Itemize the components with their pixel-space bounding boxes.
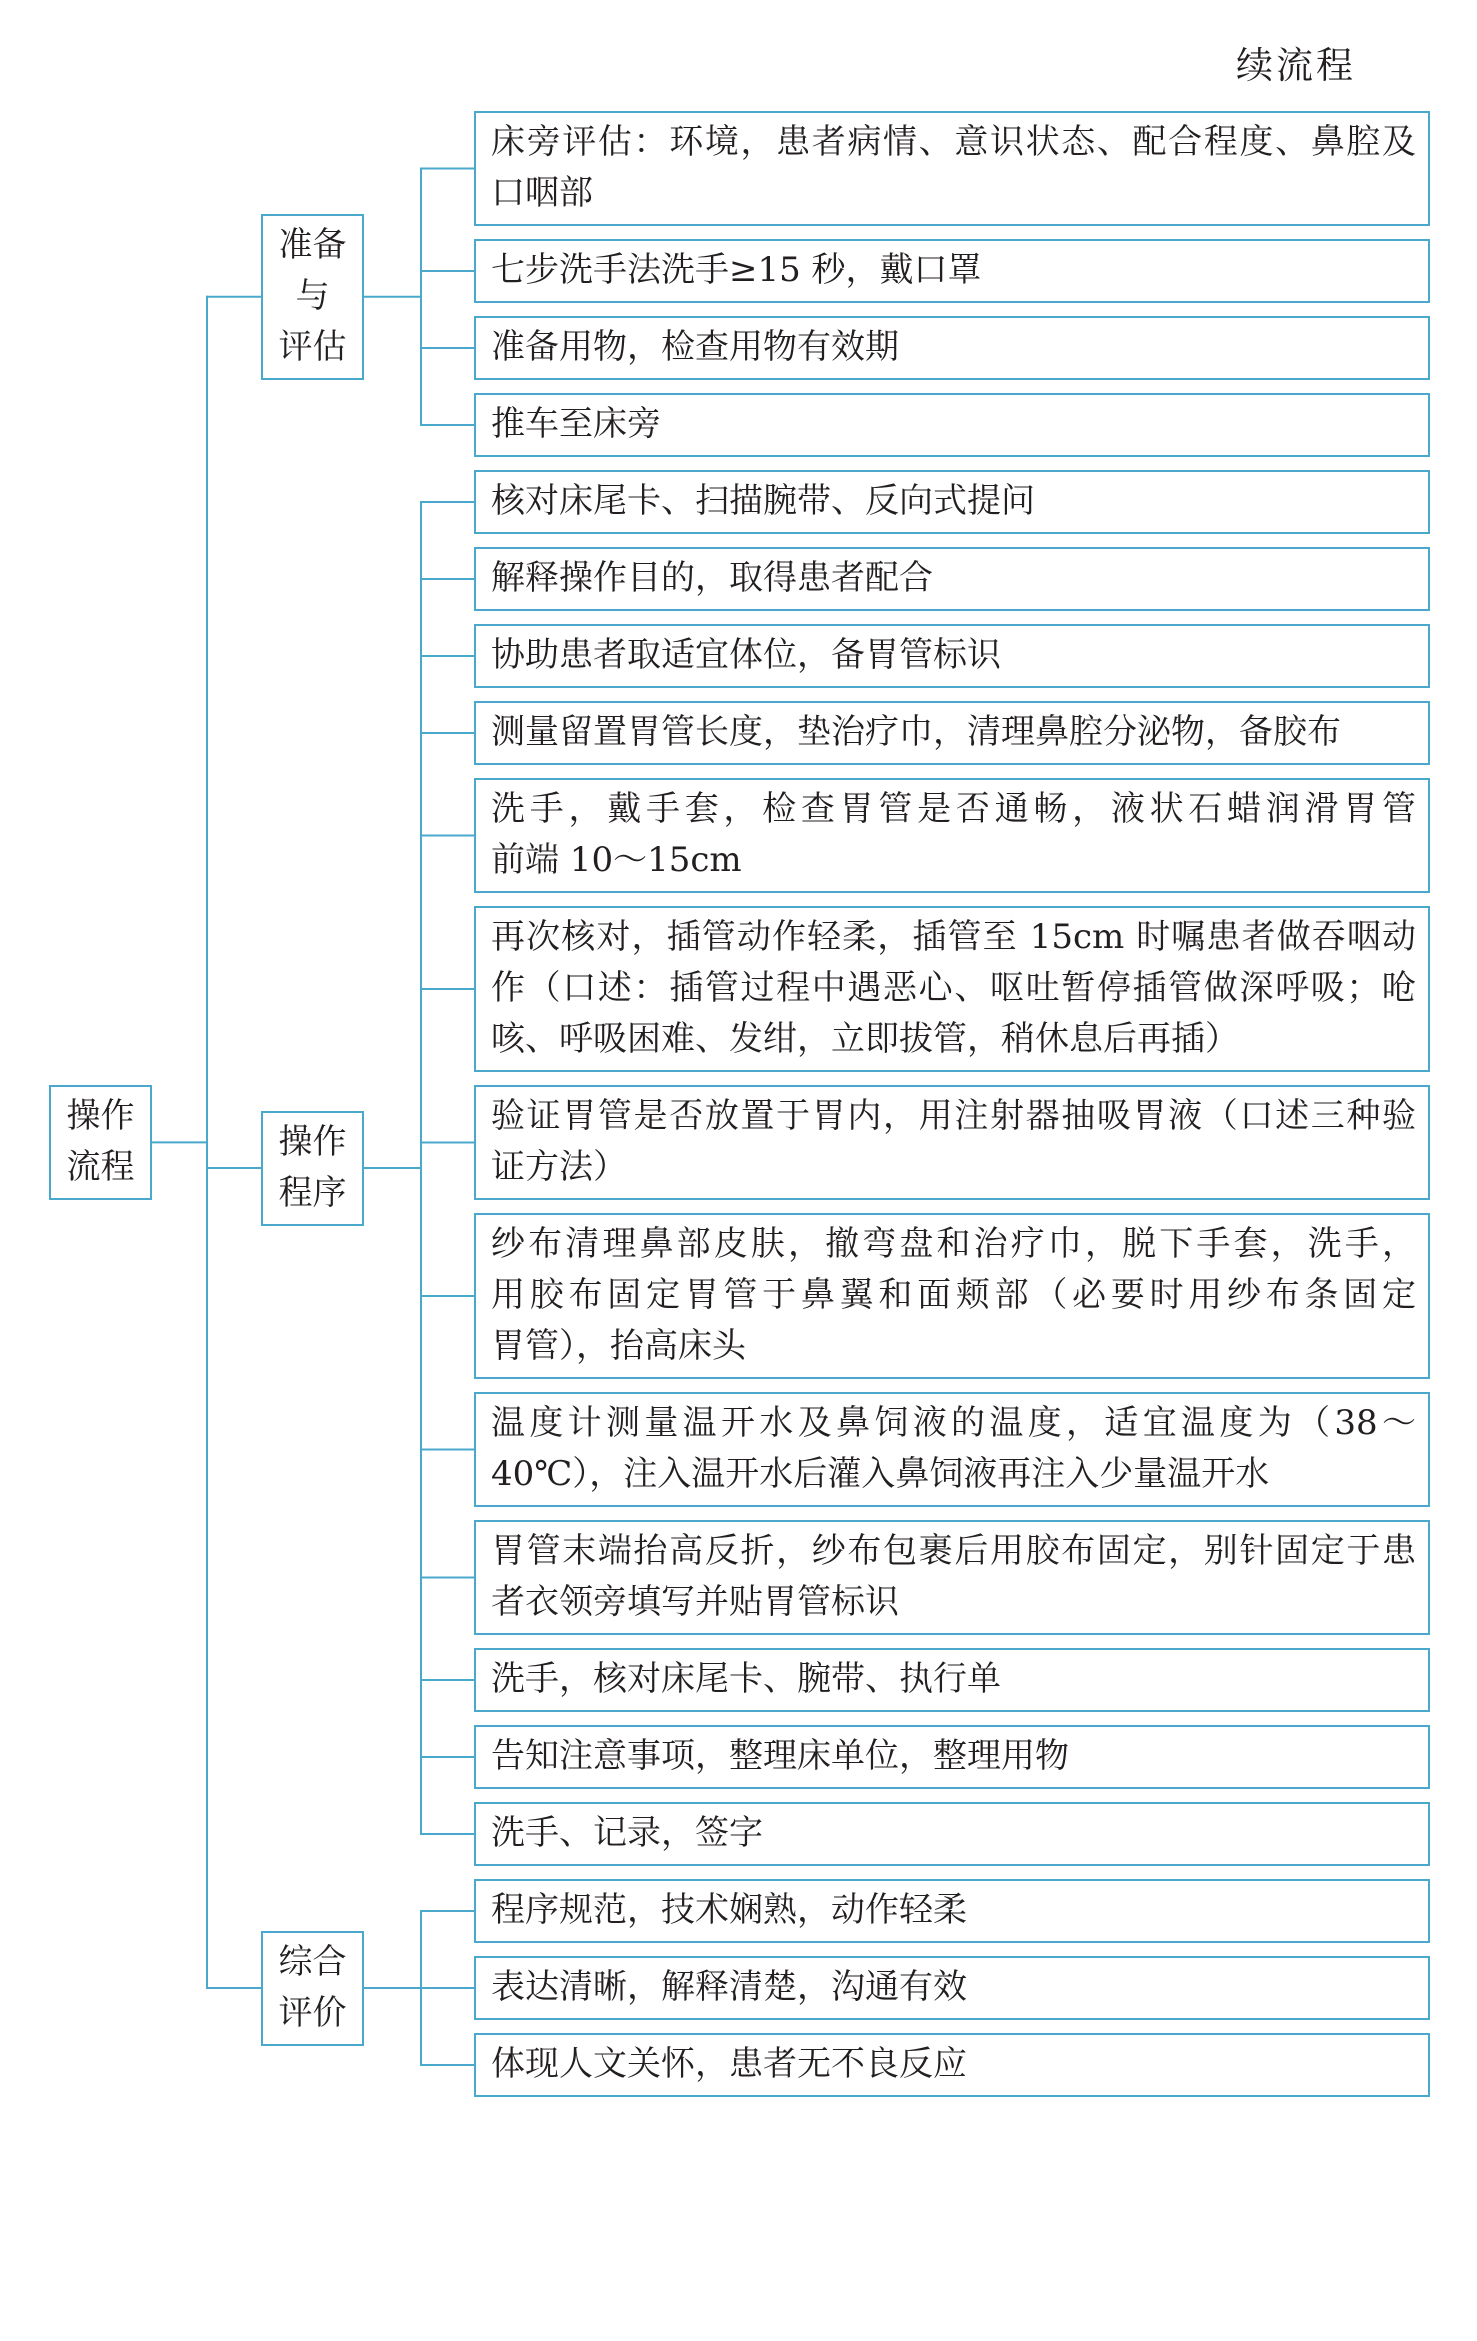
leaf-insert-tube — [474, 906, 1430, 1072]
leaf-text-line: 洗手，戴手套，检查胃管是否通畅，液状石蜡润滑胃管 — [491, 789, 1416, 829]
leaf-text-line: 者衣领旁填写并贴胃管标识 — [491, 1582, 899, 1622]
leaf-position-patient — [474, 624, 1430, 688]
leaf-wash-record-sign — [474, 1802, 1430, 1866]
leaf-text-line: 纱布清理鼻部皮肤，撤弯盘和治疗巾，脱下手套，洗手， — [491, 1224, 1416, 1264]
leaf-inform-precautions — [474, 1725, 1430, 1789]
leaf-prepare-supplies — [474, 316, 1430, 380]
leaf-text-line: 核对床尾卡、扫描腕带、反向式提问 — [491, 481, 1035, 521]
continued-flow-title: 续流程 — [1236, 44, 1356, 87]
leaf-text-line: 准备用物，检查用物有效期 — [491, 327, 899, 367]
leaf-humanistic-care — [474, 2033, 1430, 2097]
leaf-hand-washing-mask — [474, 239, 1430, 303]
group-node-preparation-assessment — [261, 214, 364, 380]
leaf-text-line: 再次核对，插管动作轻柔，插管至 15cm 时嘱患者做吞咽动 — [491, 917, 1416, 957]
leaf-text-line: 温度计测量温开水及鼻饲液的温度，适宜温度为（38～ — [491, 1403, 1416, 1443]
leaf-text-line: 口咽部 — [491, 173, 593, 213]
leaf-text-line: 证方法） — [491, 1147, 627, 1187]
leaf-text-line: 体现人文关怀，患者无不良反应 — [491, 2044, 967, 2084]
leaf-text-line: 协助患者取适宜体位，备胃管标识 — [491, 635, 1001, 675]
leaf-verify-tube-placement — [474, 1085, 1430, 1200]
leaf-text-line: 洗手，核对床尾卡、腕带、执行单 — [491, 1659, 1001, 1699]
leaf-text-line: 床旁评估：环境，患者病情、意识状态、配合程度、鼻腔及 — [491, 122, 1416, 162]
leaf-explain-purpose — [474, 547, 1430, 611]
leaf-text-line: 40℃），注入温开水后灌入鼻饲液再注入少量温开水 — [491, 1454, 1270, 1494]
root-node-text-line: 流程 — [66, 1146, 135, 1187]
group-node-text-line: 准备 — [278, 224, 347, 265]
group-node-text-line: 评估 — [278, 326, 347, 367]
leaf-push-cart — [474, 393, 1430, 457]
leaf-clear-communication — [474, 1956, 1430, 2020]
group-node-text-line: 操作 — [278, 1121, 347, 1162]
leaf-measure-tube-length — [474, 701, 1430, 765]
leaf-secure-tube — [474, 1213, 1430, 1379]
leaf-text-line: 推车至床旁 — [491, 404, 661, 444]
group-node-overall-evaluation — [261, 1931, 364, 2046]
group-node-text-line: 综合 — [278, 1941, 347, 1982]
leaf-text-line: 作（口述：插管过程中遇恶心、呕吐暂停插管做深呼吸；呛 — [491, 968, 1416, 1008]
leaf-text-line: 用胶布固定胃管于鼻翼和面颊部（必要时用纱布条固定 — [491, 1275, 1416, 1315]
leaf-text-line: 七步洗手法洗手≥15 秒，戴口罩 — [491, 250, 982, 290]
leaf-feeding-temperature — [474, 1392, 1430, 1507]
leaf-text-line: 解释操作目的，取得患者配合 — [491, 558, 933, 598]
group-node-text-line: 与 — [295, 275, 330, 316]
leaf-text-line: 胃管末端抬高反折，纱布包裹后用胶布固定，别针固定于患 — [491, 1531, 1416, 1571]
leaf-fold-tube-end — [474, 1520, 1430, 1635]
root-node-operation-flow — [49, 1085, 152, 1200]
leaf-gloves-lubricate-tube — [474, 778, 1430, 893]
leaf-text-line: 咳、呼吸困难、发绀，立即拔管，稍休息后再插） — [491, 1019, 1239, 1059]
leaf-bedside-assessment — [474, 111, 1430, 226]
leaf-verify-identity — [474, 470, 1430, 534]
leaf-text-line: 表达清晰，解释清楚，沟通有效 — [491, 1967, 967, 2007]
leaf-column — [474, 111, 1430, 2097]
leaf-text-line: 洗手、记录，签字 — [491, 1813, 763, 1853]
group-node-operation-procedure — [261, 1111, 364, 1226]
leaf-text-line: 前端 10～15cm — [491, 840, 742, 880]
leaf-text-line: 测量留置胃管长度，垫治疗巾，清理鼻腔分泌物，备胶布 — [491, 712, 1341, 752]
group-node-text-line: 程序 — [278, 1172, 347, 1213]
leaf-text-line: 程序规范，技术娴熟，动作轻柔 — [491, 1890, 967, 1930]
leaf-standard-procedure — [474, 1879, 1430, 1943]
group-node-text-line: 评价 — [278, 1992, 347, 2033]
leaf-wash-hands-recheck — [474, 1648, 1430, 1712]
leaf-text-line: 告知注意事项，整理床单位，整理用物 — [491, 1736, 1069, 1776]
leaf-text-line: 胃管），抬高床头 — [491, 1326, 746, 1366]
root-node-text-line: 操作 — [66, 1095, 135, 1136]
leaf-text-line: 验证胃管是否放置于胃内，用注射器抽吸胃液（口述三种验 — [491, 1096, 1416, 1136]
